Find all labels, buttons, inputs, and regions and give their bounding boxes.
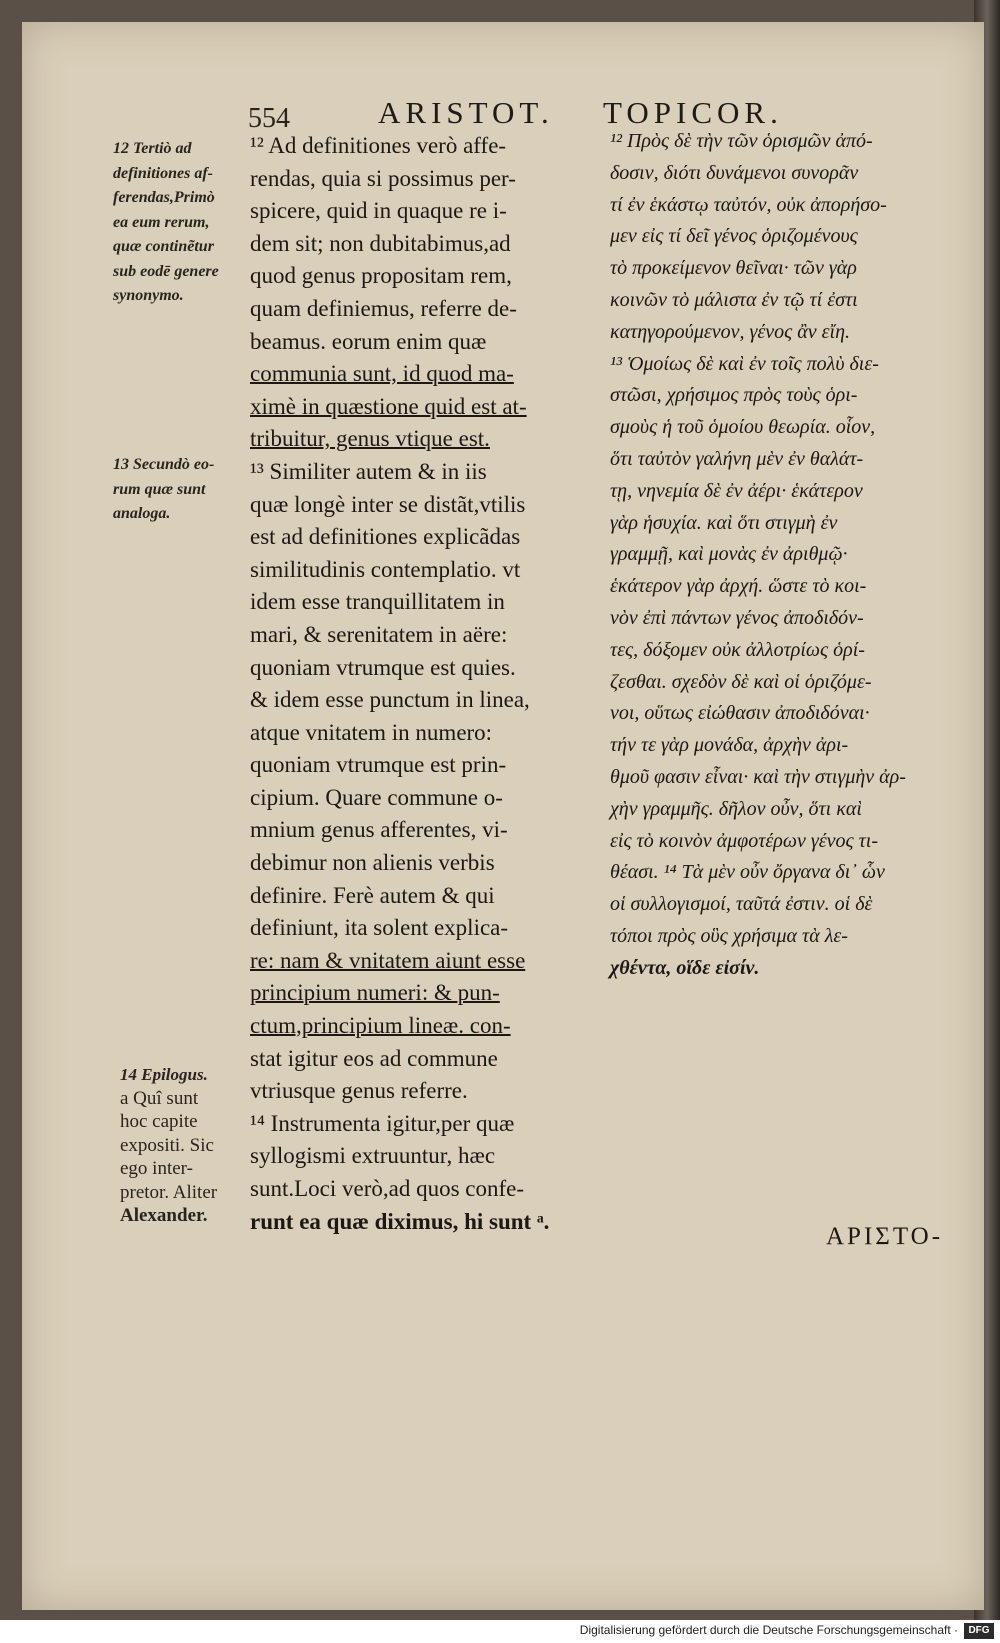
greek-line: κατηγορούμενον, γένος ἂν εἴη.: [610, 320, 850, 343]
greek-line: γραμμῇ, καὶ μονὰς ἐν ἀριθμῷ·: [610, 543, 848, 566]
margin-note-line: ea eum rerum,: [113, 213, 210, 231]
margin-note-line: ego inter-: [120, 1158, 193, 1179]
margin-note-line: hoc capite: [120, 1111, 198, 1132]
margin-note-line: pretor. Aliter: [120, 1181, 218, 1203]
greek-line: γὰρ ἡσυχία. καὶ ὅτι στιγμὴ ἐν: [610, 511, 838, 534]
latin-line: definire. Ferè autem & qui: [250, 882, 495, 908]
greek-line: νοι, οὕτως εἰώθασιν ἀποδιδόναι·: [610, 702, 870, 725]
latin-line: runt ea quæ diximus, hi sunt ᵃ.: [250, 1208, 550, 1234]
latin-line: quoniam vtrumque est quies.: [250, 654, 516, 680]
margin-note-13: [113, 453, 214, 527]
running-title-left: ARISTOT.: [378, 95, 554, 130]
margin-note-line: expositi. Sic: [120, 1134, 214, 1156]
margin-note-line: 14 Epilogus.: [120, 1065, 208, 1084]
latin-line: spicere, quid in quaque re i-: [250, 198, 507, 224]
margin-note-line: definitiones af-: [113, 164, 213, 182]
greek-line: εἰς τὸ κοινὸν ἀμφοτέρων γένος τι-: [610, 829, 878, 852]
latin-line: vtriusque genus referre.: [250, 1078, 468, 1104]
latin-line: mari, & serenitatem in aëre:: [250, 621, 508, 647]
greek-line: στῶσι, χρήσιμος πρὸς τοὺς ὁρι-: [610, 384, 858, 407]
latin-line: idem esse tranquillitatem in: [250, 589, 505, 615]
latin-line-underlined: principium numeri: & pun-: [250, 980, 500, 1006]
latin-line: & idem esse punctum in linea,: [250, 687, 530, 713]
latin-line: ¹² Ad definitiones verò affe-: [250, 133, 507, 158]
greek-line: τόποι πρὸς οὓς χρήσιμα τὰ λε-: [610, 924, 848, 947]
latin-line: rendas, quia si possimus per-: [250, 165, 516, 191]
greek-line: ζεσθαι. σχεδὸν δὲ καὶ οἱ ὁριζόμε-: [610, 670, 872, 693]
greek-line: μεν εἰς τί δεῖ γένος ὁριζομένους: [610, 225, 858, 248]
latin-line: est ad definitiones explicãdas: [250, 524, 521, 550]
greek-line: τί ἐν ἑκάστῳ ταὐτόν, οὐκ ἀπορήσο-: [610, 193, 887, 216]
latin-line: similitudinis contemplatio. vt: [250, 556, 521, 582]
footer-bar: [0, 1620, 1000, 1643]
margin-note-line: sub eodē genere: [113, 262, 219, 280]
margin-note-12: [113, 137, 219, 309]
greek-line: τῃ, νηνεμία δὲ ἐν ἀέρι· ἑκάτερον: [610, 479, 863, 502]
margin-note-line: Alexander.: [120, 1205, 208, 1226]
latin-text-column: [250, 130, 595, 1238]
margin-note-14: [120, 1063, 217, 1228]
margin-note-line: quæ continẽtur: [113, 238, 214, 255]
greek-line: τες, δόξομεν οὐκ ἀλλοτρίως ὁρί-: [610, 638, 865, 661]
latin-line: beamus. eorum enim quæ: [250, 328, 487, 354]
latin-line: cipium. Quare commune o-: [250, 784, 503, 810]
greek-line: νὸν ἐπὶ πάντων γένος ἀποδιδόν-: [610, 606, 864, 629]
latin-line: debimur non alienis verbis: [250, 850, 495, 876]
latin-line: quod genus propositam rem,: [250, 263, 512, 289]
greek-line: ¹² Πρὸς δὲ τὴν τῶν ὁρισμῶν ἀπό-: [610, 130, 873, 152]
latin-line: quam definiemus, referre de-: [250, 295, 517, 321]
latin-line: ¹³ Similiter autem & in iis: [250, 458, 487, 484]
catchword: ΑΡΙΣΤΟ-: [826, 1223, 944, 1250]
latin-line: mnium genus afferentes, vi-: [250, 817, 508, 843]
greek-line: ἑκάτερον γὰρ ἀρχή. ὥστε τὸ κοι-: [610, 575, 867, 598]
greek-line: ὅτι ταὐτὸν γαλήνη μὲν ἐν θαλάτ-: [610, 447, 864, 470]
running-title-right: TOPICOR.: [603, 95, 783, 130]
margin-note-line: a Quî sunt: [120, 1087, 199, 1109]
funding-notice: Digitalisierung gefördert durch die Deutsche Forschungsgemeinschaft ·: [579, 1623, 958, 1637]
greek-line: τήν τε γὰρ μονάδα, ἀρχὴν ἀρι-: [610, 734, 849, 757]
greek-line: ¹³ Ὁμοίως δὲ καὶ ἐν τοῖς πολὺ διε-: [610, 352, 879, 375]
latin-line-underlined: re: nam & vnitatem aiunt esse: [250, 947, 526, 973]
greek-line: κοινῶν τὸ μάλιστα ἐν τῷ τί ἐστι: [610, 288, 858, 311]
latin-line: dem sit; non dubitabimus,ad: [250, 230, 511, 256]
margin-note-line: 12 Tertiò ad: [113, 140, 192, 157]
page-number: 554: [248, 103, 290, 134]
margin-note-line: analoga.: [113, 505, 171, 522]
latin-line: definiunt, ita solent explica-: [250, 915, 509, 941]
latin-line: ¹⁴ Instrumenta igitur,per quæ: [250, 1110, 515, 1136]
latin-line: stat igitur eos ad commune: [250, 1045, 498, 1071]
latin-line: quæ longè inter se distãt,vtilis: [250, 491, 526, 517]
greek-line: δοσιν, διότι δυνάμενοι συνορᾶν: [610, 161, 859, 184]
latin-line: quoniam vtrumque est prin-: [250, 752, 507, 778]
latin-line-underlined: ctum,principium lineæ. con-: [250, 1013, 511, 1039]
latin-line-underlined: tribuitur, genus vtique est.: [250, 426, 490, 452]
greek-line: θμοῦ φασιν εἶναι· καὶ τὴν στιγμὴν ἀρ-: [610, 765, 906, 788]
greek-line: χὴν γραμμῆς. δῆλον οὖν, ὅτι καὶ: [610, 797, 862, 820]
latin-line-underlined: ximè in quæstione quid est at-: [250, 393, 527, 419]
latin-line-underlined: communia sunt, id quod ma-: [250, 361, 514, 387]
greek-line: σμοὺς ἡ τοῦ ὁμοίου θεωρία. οἷον,: [610, 416, 876, 439]
dfg-logo-icon: DFG: [964, 1623, 994, 1639]
margin-note-line: ferendas,Primò: [113, 189, 215, 206]
greek-text-column: [610, 126, 975, 985]
margin-note-line: 13 Secundò eo-: [113, 456, 215, 473]
margin-note-line: synonymo.: [113, 287, 184, 304]
latin-line: syllogismi extruuntur, hæc: [250, 1143, 496, 1169]
latin-line: atque vnitatem in numero:: [250, 719, 493, 745]
greek-line: οἱ συλλογισμοί, ταῦτά ἐστιν. οἱ δὲ: [610, 893, 873, 916]
latin-line: sunt.Loci verò,ad quos confe-: [250, 1176, 525, 1201]
margin-note-line: rum quæ sunt: [113, 480, 206, 498]
greek-line: χθέντα, οἵδε εἰσίν.: [610, 956, 760, 979]
greek-line: θέασι. ¹⁴ Τὰ μὲν οὖν ὄργανα δι᾽ ὧν: [610, 861, 885, 884]
greek-line: τὸ προκείμενον θεῖναι· τῶν γὰρ: [610, 257, 857, 280]
